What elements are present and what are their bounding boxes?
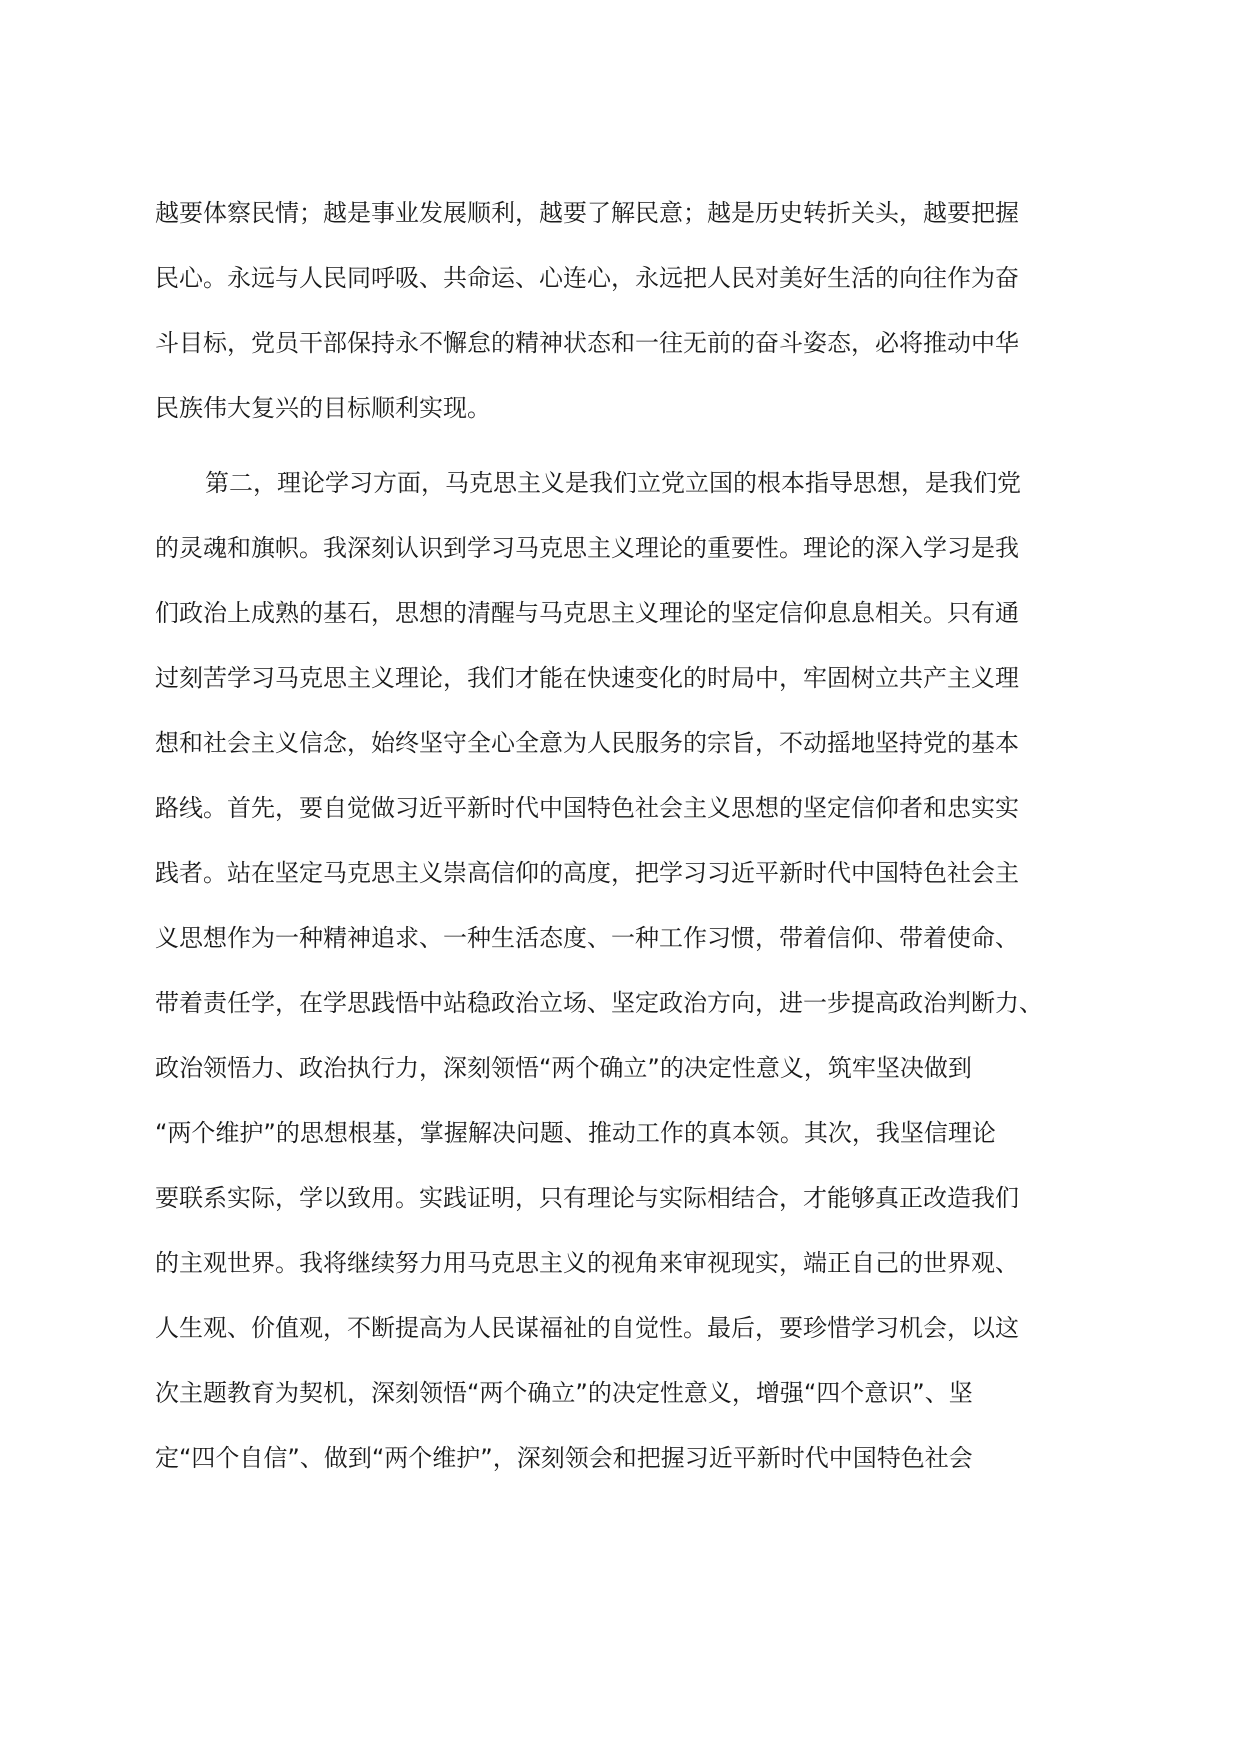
text-line: 践者。站在坚定马克思主义崇高信仰的高度，把学习习近平新时代中国特色社会主 <box>155 859 1019 887</box>
text-line: 要联系实际，学以致用。实践证明，只有理论与实际相结合，才能够真正改造我们 <box>155 1184 1019 1212</box>
text-line: 带着责任学，在学思践悟中站稳政治立场、坚定政治方向，进一步提高政治判断力、 <box>155 989 1043 1017</box>
text-line: 过刻苦学习马克思主义理论，我们才能在快速变化的时局中，牢固树立共产主义理 <box>155 664 1019 692</box>
text-line: 次主题教育为契机，深刻领悟“两个确立”的决定性意义，增强“四个意识”、坚 <box>155 1379 973 1407</box>
text-line: 越要体察民情；越是事业发展顺利，越要了解民意；越是历史转折关头，越要把握 <box>155 199 1019 227</box>
text-line: 民族伟大复兴的目标顺利实现。 <box>155 394 491 422</box>
text-line: 义思想作为一种精神追求、一种生活态度、一种工作习惯，带着信仰、带着使命、 <box>155 924 1019 952</box>
text-line: 想和社会主义信念，始终坚守全心全意为人民服务的宗旨，不动摇地坚持党的基本 <box>155 729 1019 757</box>
text-line: 定“四个自信”、做到“两个维护”，深刻领会和把握习近平新时代中国特色社会 <box>155 1444 973 1472</box>
text-line: 路线。首先，要自觉做习近平新时代中国特色社会主义思想的坚定信仰者和忠实实 <box>155 794 1019 822</box>
text-line: 政治领悟力、政治执行力，深刻领悟“两个确立”的决定性意义，筑牢坚决做到 <box>155 1054 972 1082</box>
text-line: 斗目标，党员干部保持永不懈怠的精神状态和一往无前的奋斗姿态，必将推动中华 <box>155 329 1019 357</box>
text-line: 的主观世界。我将继续努力用马克思主义的视角来审视现实，端正自己的世界观、 <box>155 1249 1019 1277</box>
text-line: 民心。永远与人民同呼吸、共命运、心连心，永远把人民对美好生活的向往作为奋 <box>155 264 1019 292</box>
text-line: 第二，理论学习方面，马克思主义是我们立党立国的根本指导思想，是我们党 <box>205 469 1021 497</box>
text-line: 的灵魂和旗帜。我深刻认识到学习马克思主义理论的重要性。理论的深入学习是我 <box>155 534 1019 562</box>
text-line: 们政治上成熟的基石，思想的清醒与马克思主义理论的坚定信仰息息相关。只有通 <box>155 599 1019 627</box>
text-line: 人生观、价值观，不断提高为人民谋福祉的自觉性。最后，要珍惜学习机会，以这 <box>155 1314 1019 1342</box>
text-line: “两个维护”的思想根基，掌握解决问题、推动工作的真本领。其次，我坚信理论 <box>155 1119 996 1147</box>
